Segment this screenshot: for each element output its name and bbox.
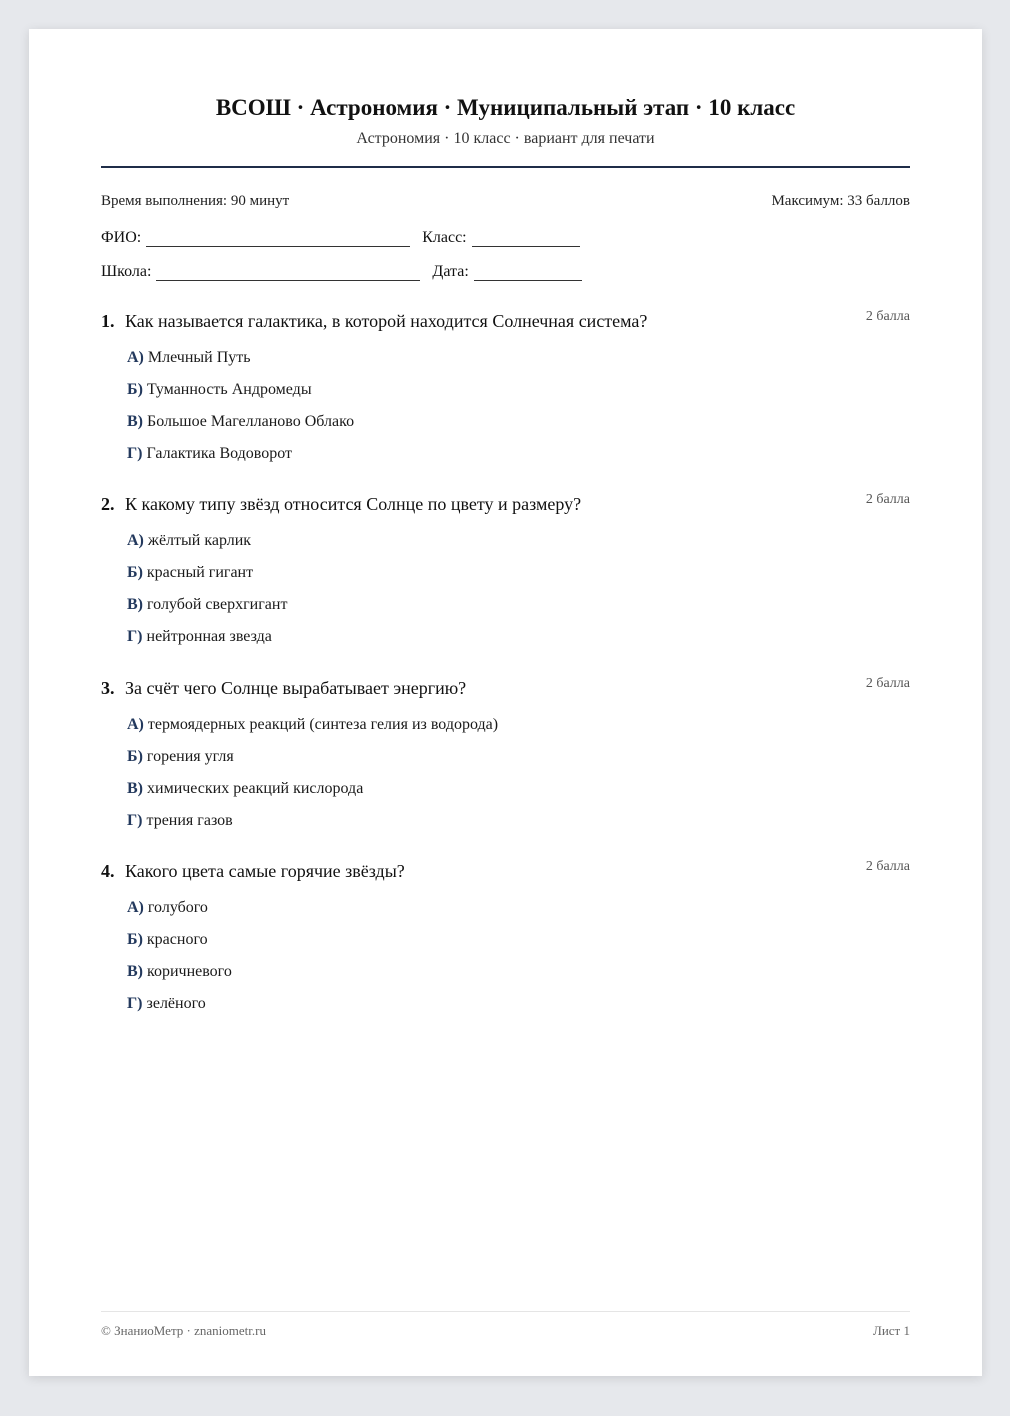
answer-options — [101, 532, 910, 660]
option-text: Туманность Андромеды — [146, 381, 312, 398]
option-text: коричневого — [147, 963, 232, 980]
footer-copyright: © ЗнаниоМетр · znaniometr.ru — [101, 1323, 266, 1338]
option-letter: А) — [127, 716, 144, 733]
answer-option-v[interactable] — [127, 963, 910, 995]
answer-option-b[interactable] — [127, 564, 910, 596]
option-text: голубого — [147, 899, 208, 916]
date-field[interactable] — [474, 264, 582, 281]
option-text: нейтронная звезда — [146, 628, 272, 645]
option-letter: Б) — [127, 564, 143, 581]
class-label: Класс: — [422, 229, 467, 246]
option-letter: Г) — [127, 628, 143, 645]
footer-divider — [101, 1311, 910, 1312]
answer-option-g[interactable] — [127, 445, 910, 477]
date-label: Дата: — [432, 263, 469, 280]
question-header — [101, 311, 910, 337]
field-row-school-date — [101, 259, 594, 281]
class-field[interactable] — [472, 230, 580, 247]
question-header — [101, 494, 910, 520]
question-number: 3. — [101, 678, 115, 698]
answer-option-v[interactable] — [127, 780, 910, 812]
answer-option-g[interactable] — [127, 995, 910, 1027]
max-score: Максимум: 33 баллов — [771, 193, 910, 209]
option-text: химических реакций кислорода — [147, 780, 364, 797]
option-text: термоядерных реакций (синтеза гелия из водорода) — [147, 716, 499, 733]
option-letter: Г) — [127, 812, 143, 829]
exam-page — [29, 29, 982, 1376]
question-text: Какого цвета самые горячие звёзды? — [125, 861, 405, 881]
option-text: голубой сверхгигант — [147, 596, 288, 613]
option-text: Галактика Водоворот — [146, 445, 293, 462]
answer-option-v[interactable] — [127, 596, 910, 628]
option-text: Большое Магелланово Облако — [147, 413, 355, 430]
school-label: Школа: — [101, 263, 152, 280]
option-letter: В) — [127, 596, 143, 613]
answer-options — [101, 899, 910, 1027]
page-content — [101, 29, 910, 1376]
option-letter: Б) — [127, 748, 143, 765]
option-letter: В) — [127, 413, 143, 430]
option-letter: Г) — [127, 445, 143, 462]
option-text: жёлтый карлик — [147, 532, 252, 549]
option-letter: Б) — [127, 931, 143, 948]
question-3 — [101, 678, 910, 844]
option-letter: А) — [127, 899, 144, 916]
answer-option-v[interactable] — [127, 413, 910, 445]
question-header — [101, 678, 910, 704]
answer-options — [101, 716, 910, 844]
answer-option-b[interactable] — [127, 748, 910, 780]
option-text: трения газов — [146, 812, 233, 829]
answer-option-a[interactable] — [127, 349, 910, 381]
answer-option-g[interactable] — [127, 812, 910, 844]
question-number: 1. — [101, 311, 115, 331]
question-points: 2 балла — [865, 309, 910, 324]
field-row-name-class — [101, 225, 594, 247]
option-text: зелёного — [146, 995, 206, 1012]
answer-options — [101, 349, 910, 477]
question-2 — [101, 494, 910, 660]
option-letter: В) — [127, 963, 143, 980]
fio-label: ФИО: — [101, 229, 142, 246]
answer-option-a[interactable] — [127, 899, 910, 931]
question-1 — [101, 311, 910, 477]
question-4 — [101, 861, 910, 1027]
time-limit: Время выполнения: 90 минут — [101, 193, 290, 209]
option-text: красный гигант — [146, 564, 254, 581]
option-letter: Г) — [127, 995, 143, 1012]
header-divider — [101, 166, 910, 168]
option-text: Млечный Путь — [147, 349, 251, 366]
question-number: 2. — [101, 494, 115, 514]
answer-option-g[interactable] — [127, 628, 910, 660]
page-title: ВСОШ · Астрономия · Муниципальный этап · 10 класс — [215, 95, 796, 120]
question-header — [101, 861, 910, 887]
student-fields — [101, 225, 594, 293]
option-letter: А) — [127, 532, 144, 549]
school-field[interactable] — [156, 264, 420, 281]
fio-field[interactable] — [146, 230, 410, 247]
answer-option-b[interactable] — [127, 931, 910, 963]
sheet-number: Лист 1 — [873, 1323, 910, 1338]
option-text: горения угля — [146, 748, 234, 765]
answer-option-a[interactable] — [127, 532, 910, 564]
option-text: красного — [146, 931, 208, 948]
option-letter: Б) — [127, 381, 143, 398]
question-points: 2 балла — [865, 492, 910, 507]
answer-option-b[interactable] — [127, 381, 910, 413]
question-points: 2 балла — [865, 676, 910, 691]
question-text: Как называется галактика, в которой находится Солнечная система? — [125, 311, 648, 331]
question-text: К какому типу звёзд относится Солнце по цвету и размеру? — [125, 494, 582, 514]
question-number: 4. — [101, 861, 115, 881]
page-subtitle: Астрономия · 10 класс · вариант для печати — [356, 130, 655, 147]
question-text: За счёт чего Солнце вырабатывает энергию? — [125, 678, 467, 698]
option-letter: А) — [127, 349, 144, 366]
option-letter: В) — [127, 780, 143, 797]
question-points: 2 балла — [865, 859, 910, 874]
answer-option-a[interactable] — [127, 716, 910, 748]
